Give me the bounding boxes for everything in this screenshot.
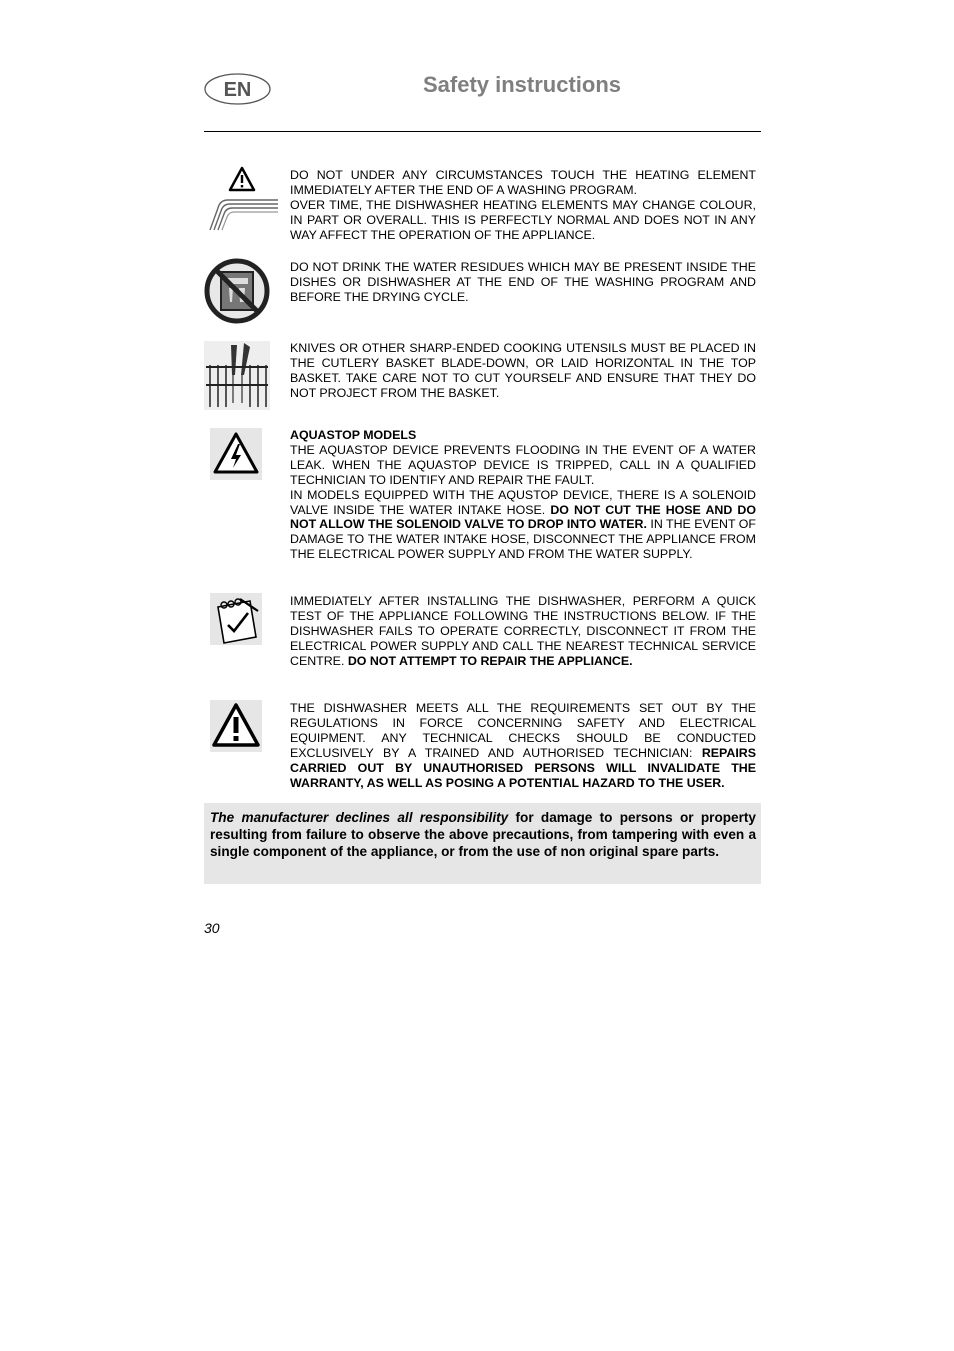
language-code: EN	[223, 79, 252, 101]
knives-text	[290, 341, 756, 401]
heating-element-text	[290, 168, 756, 243]
paragraph: DO NOT UNDER ANY CIRCUMSTANCES TOUCH THE HEATING ELEMENT IMMEDIATELY AFTER THE END OF A WASHING PROGRAM.	[290, 168, 756, 197]
aquastop-text	[290, 428, 756, 562]
regulations-text	[290, 701, 756, 790]
paragraph: THE AQUASTOP DEVICE PREVENTS FLOODING IN THE EVENT OF A WATER LEAK. WHEN THE AQUASTOP DEVICE IS TRIPPED, CALL IN A QUALIFIED TECHNICIAN TO IDENTIFY AND REPAIR THE FAULT.	[290, 442, 756, 487]
paragraph: DO NOT DRINK THE WATER RESIDUES WHICH MAY BE PRESENT INSIDE THE DISHES OR DISHWASHER AT THE END OF THE WASHING PROGRAM AND BEFORE THE DRYING CYCLE.	[290, 260, 756, 304]
paragraph: KNIVES OR OTHER SHARP-ENDED COOKING UTENSILS MUST BE PLACED IN THE CUTLERY BASKET BLADE-DOWN, OR LAID HORIZONTAL IN THE TOP BASKET. TAKE CARE NOT TO CUT YOURSELF AND ENSURE THAT THEY DO NOT PROJECT FROM THE BASKET.	[290, 341, 756, 400]
header-divider	[204, 131, 761, 132]
paragraph: IN MODELS EQUIPPED WITH THE AQUSTOP DEVICE, THERE IS A SOLENOID VALVE INSIDE THE WATER INTAKE HOSE. DO NOT CUT THE HOSE AND DO NOT ALLOW THE SOLENOID VALVE TO DROP INTO WATER. IN THE EVENT OF DAMAGE TO THE WATER INTAKE HOSE, DISCONNECT THE APPLIANCE FROM THE ELECTRICAL POWER SUPPLY AND FROM THE WATER SUPPLY.	[290, 487, 757, 562]
aquastop-heading: AQUASTOP MODELS	[290, 428, 417, 442]
notice-text: The manufacturer declines all responsibility for damage to persons or property resulting from failure to observe the above precautions, from tampering with even a single component of the appliance, or from the use of non original spare parts.	[210, 810, 756, 859]
no-drinking-text	[290, 260, 756, 305]
checklist-icon	[210, 593, 262, 645]
paragraph: THE DISHWASHER MEETS ALL THE REQUIREMENTS SET OUT BY THE REGULATIONS IN FORCE CONCERNING SAFETY AND ELECTRICAL EQUIPMENT. ANY TECHNICAL CHECKS SHOULD BE CONDUCTED EXCLUSIVELY BY A TRAINED AND AUTHORISED TECHNICIAN: REPAIRS CARRIED OUT BY UNAUTHORISED PERSONS WILL INVALIDATE THE WARRANTY, AS WELL AS POSING A POTENTIAL HAZARD TO THE USER.	[290, 701, 756, 790]
paragraph: OVER TIME, THE DISHWASHER HEATING ELEMENTS MAY CHANGE COLOUR, IN PART OR OVERALL. THIS IS PERFECTLY NORMAL AND DOES NOT IN ANY WAY AFFECT THE OPERATION OF THE APPLIANCE.	[290, 197, 756, 242]
responsibility-notice	[204, 803, 761, 884]
warning-icon	[210, 700, 262, 752]
paragraph: IMMEDIATELY AFTER INSTALLING THE DISHWASHER, PERFORM A QUICK TEST OF THE APPLIANCE FOLLOWING THE INSTRUCTIONS BELOW. IF THE DISHWASHER FAILS TO OPERATE CORRECTLY, DISCONNECT IT FROM THE ELECTRICAL POWER SUPPLY AND CALL THE NEAREST TECHNICAL SERVICE CENTRE. DO NOT ATTEMPT TO REPAIR THE APPLIANCE.	[290, 594, 756, 668]
knives-basket-icon	[204, 341, 270, 410]
quick-test-text	[290, 594, 756, 669]
language-badge	[204, 73, 271, 105]
electrical-hazard-icon	[210, 428, 262, 480]
page-number: 30	[204, 920, 220, 936]
heating-element-warning-icon	[204, 164, 280, 234]
page-title: Safety instructions	[422, 72, 622, 97]
no-drinking-icon	[204, 258, 270, 324]
